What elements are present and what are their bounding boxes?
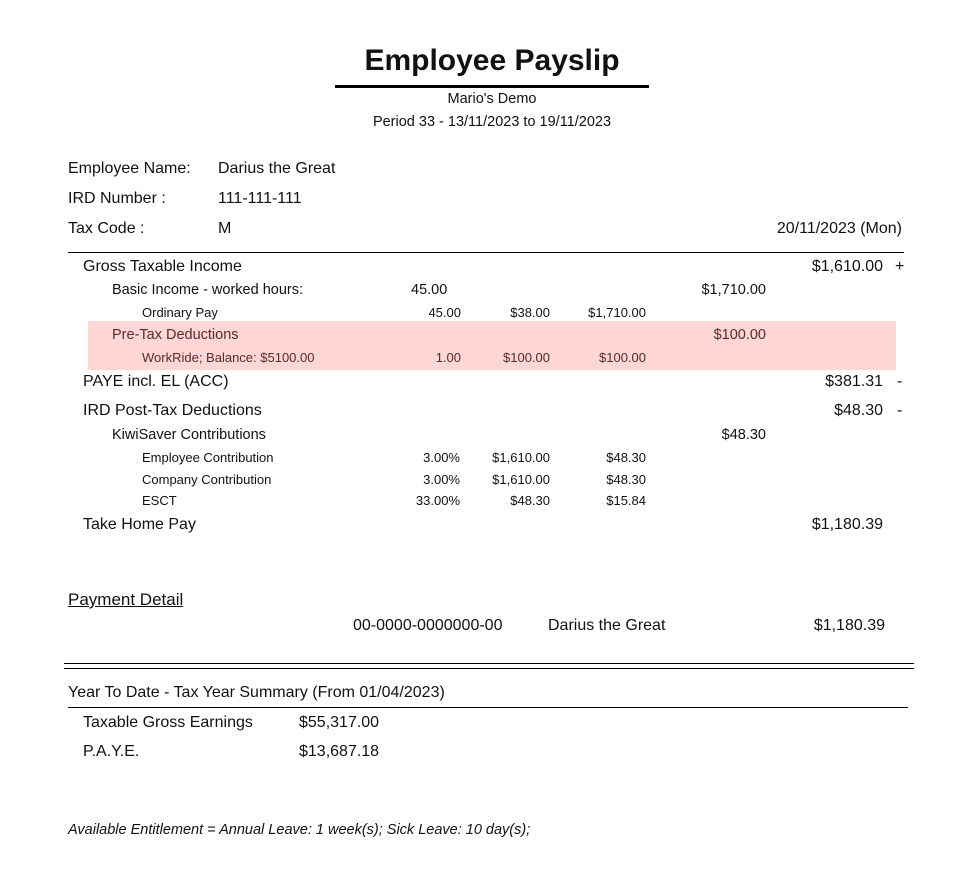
kiwisaver-row-rate: 3.00% [423,472,460,487]
workride-rate: $100.00 [503,350,550,365]
ordinary-pay-qty: 45.00 [428,305,461,320]
gross-income-total: $1,610.00 [811,258,883,275]
kiwisaver-row-base: $1,610.00 [492,450,550,465]
kiwisaver-row-label: ESCT [142,493,177,508]
basic-income-hours: 45.00 [411,282,448,298]
tax-code-label: Tax Code : [68,220,145,237]
ird-number: 111-111-111 [218,190,302,207]
ytd-gross-label: Taxable Gross Earnings [83,714,253,731]
gross-income-sign: + [895,258,905,275]
posttax-label: IRD Post-Tax Deductions [83,402,262,419]
workride-amount: $100.00 [599,350,646,365]
posttax-amount: $48.30 [834,402,883,419]
pay-date: 20/11/2023 (Mon) [776,220,902,237]
kiwisaver-amount: $48.30 [721,427,766,443]
paye-label: PAYE incl. EL (ACC) [83,373,229,390]
workride-qty: 1.00 [435,350,461,365]
employee-name-label: Employee Name: [68,160,191,177]
double-rule-top [64,663,914,664]
payment-account: 00-0000-0000000-00 [353,617,503,634]
take-home-amount: $1,180.39 [811,516,883,533]
title-underline [335,85,649,88]
basic-income-label: Basic Income - worked hours: [112,282,303,298]
gross-income-label: Gross Taxable Income [83,258,242,275]
ytd-gross-value: $55,317.00 [299,714,380,731]
kiwisaver-row-amount: $48.30 [606,472,646,487]
kiwisaver-row-amount: $15.84 [606,493,646,508]
kiwisaver-label: KiwiSaver Contributions [112,427,266,443]
payslip-title: Employee Payslip [364,44,620,77]
take-home-label: Take Home Pay [83,516,196,533]
entitlement-note: Available Entitlement = Annual Leave: 1 week(s); Sick Leave: 10 day(s); [68,822,531,838]
kiwisaver-row-base: $48.30 [510,493,550,508]
ytd-paye-value: $13,687.18 [299,743,380,760]
kiwisaver-row-label: Employee Contribution [142,450,274,465]
double-rule-bottom [64,668,914,669]
ytd-heading: Year To Date - Tax Year Summary (From 01/04/2023) [68,684,445,701]
posttax-sign: - [897,402,903,419]
pretax-deductions-label: Pre-Tax Deductions [112,327,239,343]
paye-sign: - [897,373,903,390]
company-name: Mario's Demo [447,91,537,107]
payment-amount: $1,180.39 [813,617,885,634]
ird-number-label: IRD Number : [68,190,166,207]
kiwisaver-row-rate: 33.00% [415,493,460,508]
paye-amount: $381.31 [825,373,883,390]
payment-detail-heading: Payment Detail [68,590,184,609]
ordinary-pay-amount: $1,710.00 [588,305,646,320]
ordinary-pay-rate: $38.00 [510,305,550,320]
kiwisaver-row-rate: 3.00% [423,450,460,465]
kiwisaver-row-label: Company Contribution [142,472,272,487]
kiwisaver-row-base: $1,610.00 [492,472,550,487]
basic-income-amount: $1,710.00 [701,282,766,298]
ytd-divider [68,707,908,708]
pretax-deductions-amount: $100.00 [713,327,766,343]
ytd-paye-label: P.A.Y.E. [83,743,140,760]
details-divider [68,252,904,253]
kiwisaver-row-amount: $48.30 [606,450,646,465]
ordinary-pay-label: Ordinary Pay [142,305,218,320]
workride-label: WorkRide; Balance: $5100.00 [142,350,315,365]
pay-period: Period 33 - 13/11/2023 to 19/11/2023 [372,114,612,130]
employee-name: Darius the Great [218,160,336,177]
tax-code: M [218,220,232,237]
payment-payee: Darius the Great [548,617,666,634]
